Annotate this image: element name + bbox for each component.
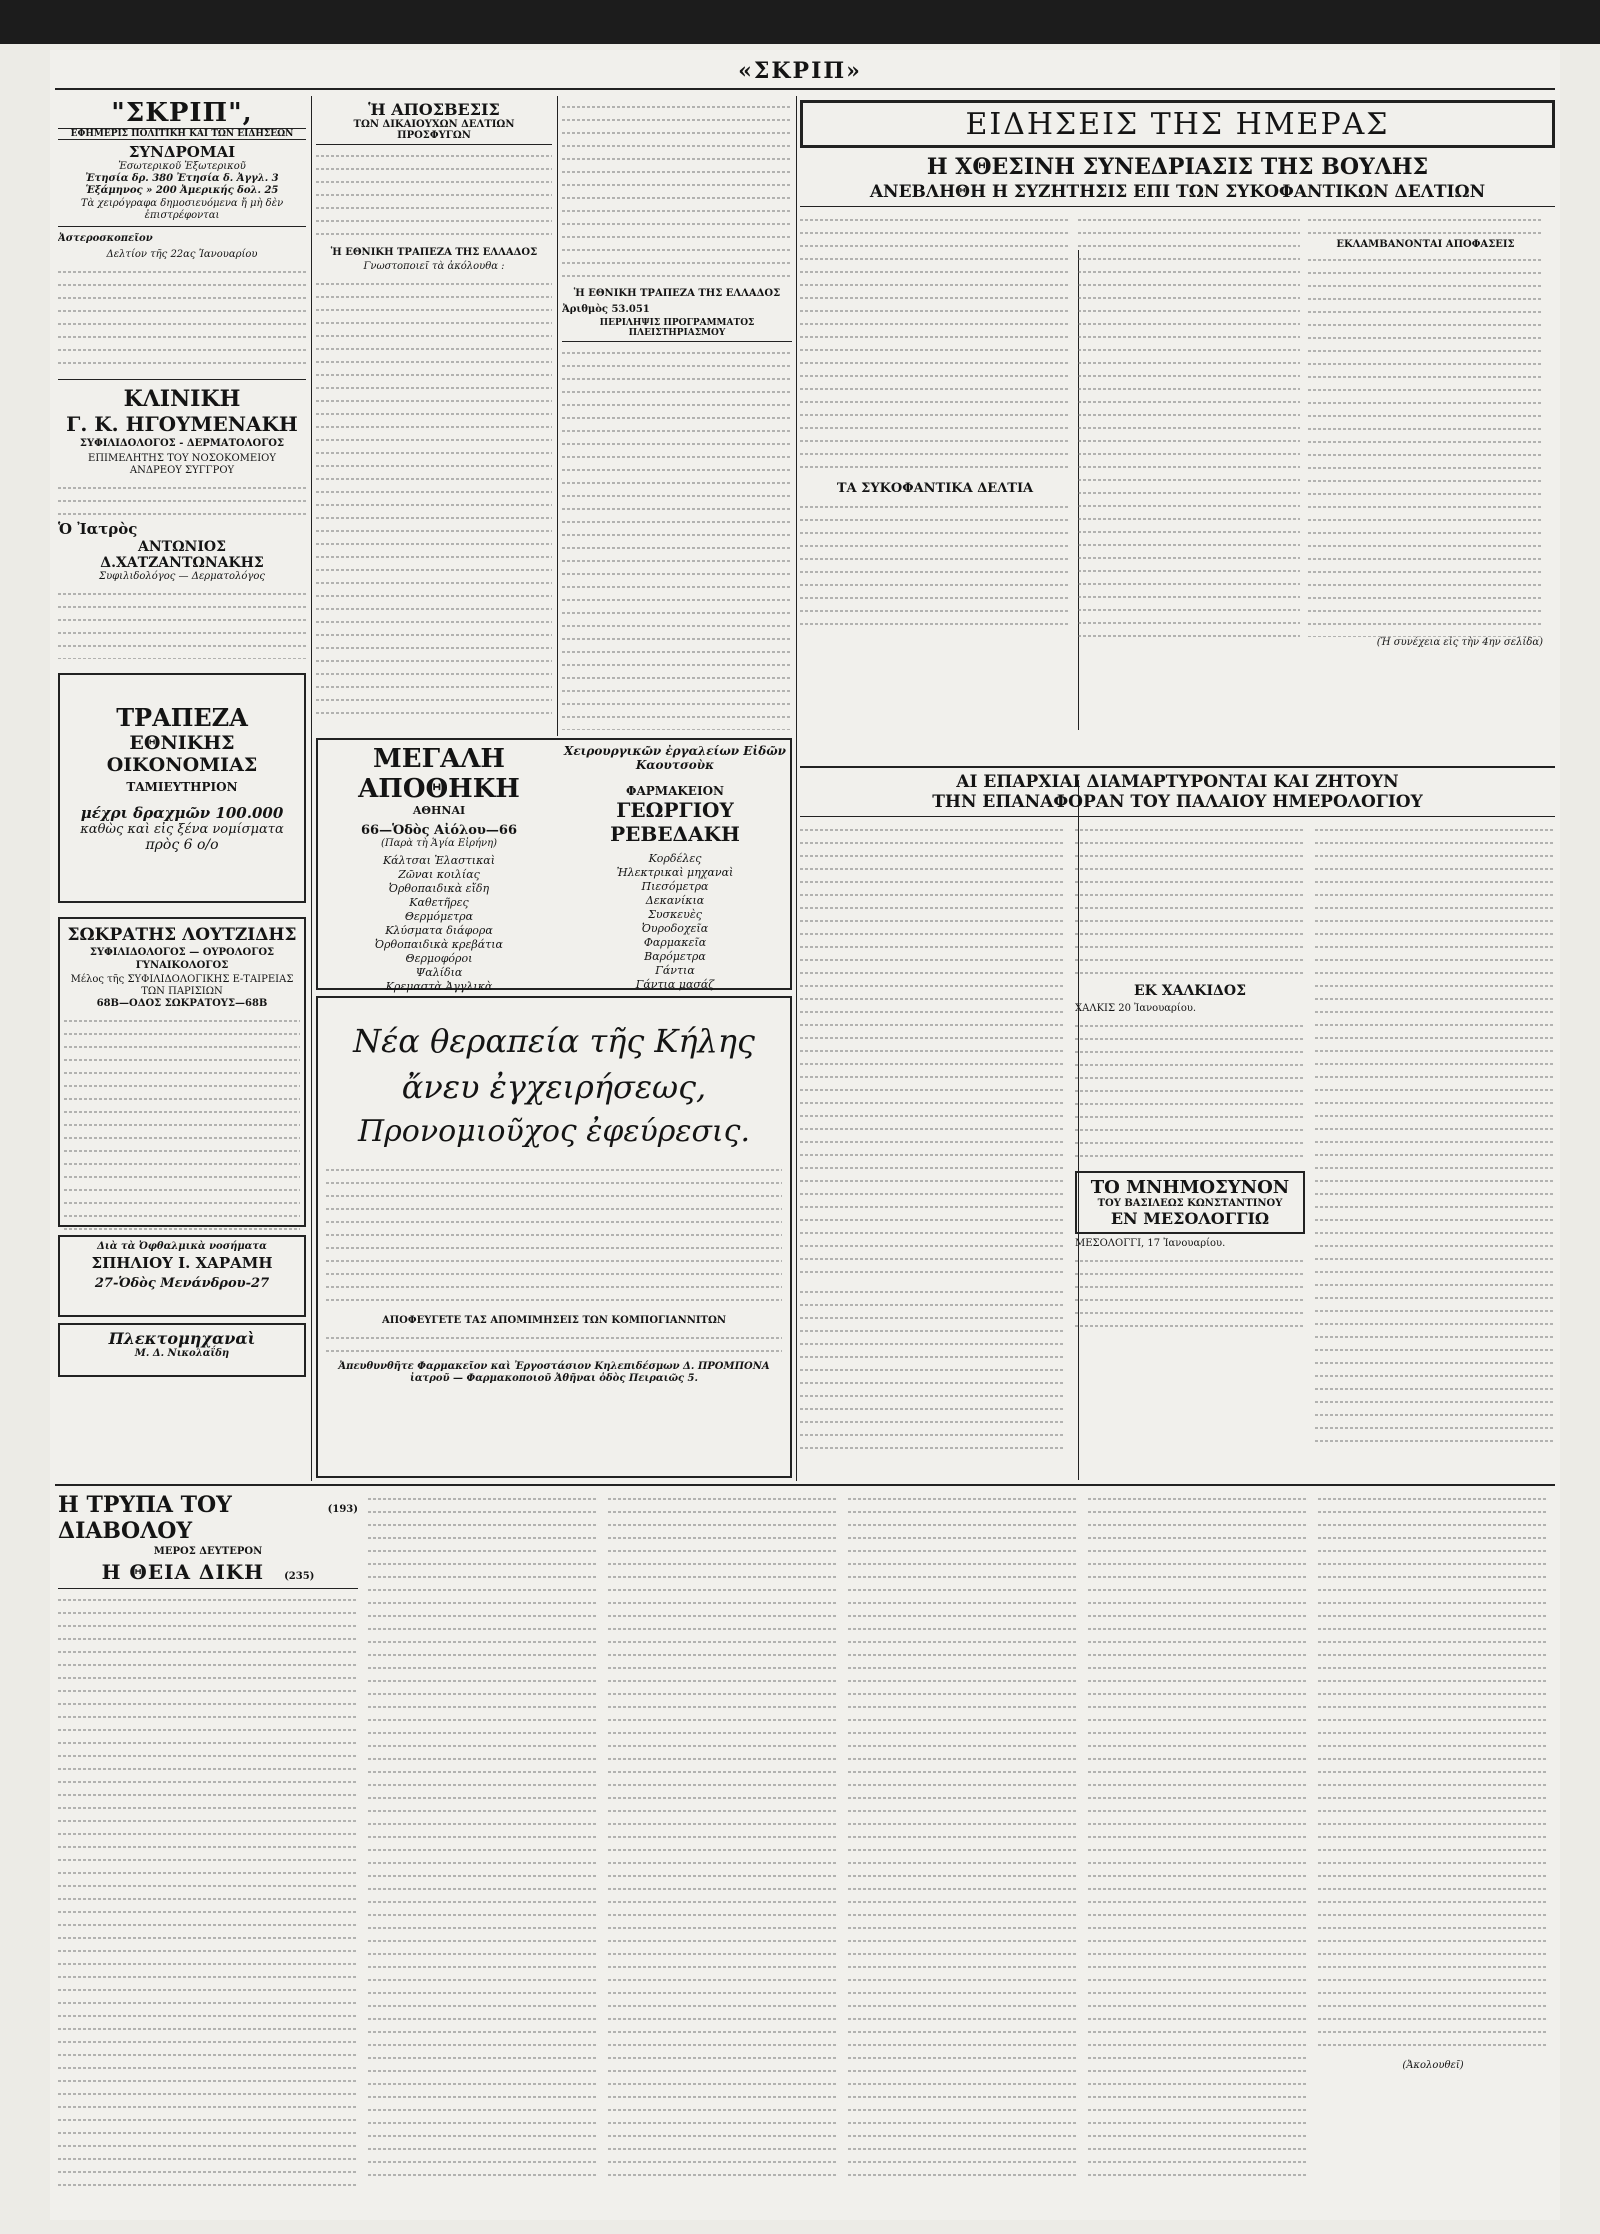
bank-ad [58, 673, 306, 903]
parliament-column-a [800, 213, 1070, 653]
serial-part: ΜΕΡΟΣ ΔΕΥΤΕΡΟΝ [153, 1546, 263, 1557]
serial-column [368, 1492, 598, 2176]
socrates-ad [58, 917, 306, 1227]
hernia-footer: Ἀπευθυνθῆτε Φαρμακεῖον καὶ Ἐργοστάσιον Κηλεπιδέσμων Δ. ΠΡΟΜΠΟΝΑ ἰατροῦ — Φαρμακοποιοῦ Ἀθῆναι ὁδὸς Πειραιῶς 5. [338, 1361, 770, 1385]
doctor-specialty: Συφιλιδολόγος — Δερματολόγος [99, 571, 265, 583]
socrates-address: 68Β—ΟΔΟΣ ΣΩΚΡΑΤΟΥΣ—68Β [96, 998, 268, 1010]
knitting-ad [58, 1323, 306, 1377]
hernia-headline-3: Προνομιοῦχος ἐφεύρεσις. [357, 1114, 751, 1149]
store-address: 66—Ὁδὸς Αἰόλου—66 [361, 823, 517, 838]
bank-name: ΤΡΑΠΕΖΑ [116, 703, 248, 733]
column-rule [311, 96, 312, 1481]
subscriptions-note: Τὰ χειρόγραφα δημοσιευόμενα ἤ μὴ δὲν ἐπιστρέφονται [58, 198, 306, 227]
store-title: ΜΕΓΑΛΗ ΑΠΟΘΗΚΗ [358, 744, 520, 804]
article-text [1075, 1254, 1305, 1338]
chalkis-heading: ΕΚ ΧΑΛΚΙΔΟΣ [1134, 983, 1246, 999]
article-text [800, 213, 1070, 477]
bank-name-2: ΕΘΝΙΚΗΣ ΟΙΚΟΝΟΜΙΑΣ [106, 732, 258, 777]
masthead: «ΣΚΡΙΠ» [738, 58, 862, 84]
store-tagline: Χειρουργικῶν ἐργαλείων Εἰδῶν Καουτσοὺκ [564, 744, 786, 772]
article-text [800, 1285, 1065, 1453]
pharmacy-label: ΦΑΡΜΑΚΕΙΟΝ [626, 784, 724, 798]
store-item: Πιεσόμετρα [641, 880, 709, 893]
memorial-location: ΕΝ ΜΕΣΟΛΟΓΓΙΩ [1110, 1209, 1270, 1229]
serial-column [848, 1492, 1078, 2176]
article-text [1078, 213, 1300, 645]
bank-line: μέχρι δραχμῶν 100.000 [80, 804, 284, 823]
hernia-text [326, 1331, 782, 1355]
store-item: Φαρμακεῖα [643, 936, 707, 949]
store-ad [316, 738, 792, 994]
serial-text [848, 1492, 1078, 2176]
defamation-subheading: ΤΑ ΣΥΚΟΦΑΝΤΙΚΑ ΔΕΛΤΙΑ [836, 481, 1034, 496]
parliament-subheadline: ΑΝΕΒΛΗΘΗ Η ΣΥΖΗΤΗΣΙΣ ΕΠΙ ΤΩΝ ΣΥΚΟΦΑΝΤΙΚΩΝ ΔΕΛΤΙΩΝ [800, 182, 1555, 207]
serial-text [608, 1492, 838, 2176]
auction-heading: ΠΕΡΙΛΗΨΙΣ ΠΡΟΓΡΑΜΜΑΤΟΣ ΠΛΕΙΣΤΗΡΙΑΣΜΟΥ [562, 318, 792, 342]
store-item: Ψαλίδια [415, 966, 463, 980]
continued-note: (Ἡ συνέχεια εἰς τὴν 4ην σελίδα) [1376, 637, 1543, 649]
column-rule [796, 96, 797, 1481]
bank-notice-heading: Ἡ ΕΘΝΙΚΗ ΤΡΑΠΕΖΑ ΤΗΣ ΕΛΛΑΔΟΣ [330, 247, 538, 258]
column-rule [557, 96, 558, 736]
store-item: Δεκανίκια [645, 894, 705, 907]
article-text [562, 100, 792, 284]
section-rule [55, 1484, 1555, 1486]
socrates-text [64, 1014, 300, 1230]
article-text [800, 823, 1065, 1279]
subscriptions-line: Ἐσωτερικοῦ Ἐξωτερικοῦ [118, 161, 246, 172]
store-item: Κάλτσαι Ἐλαστικαὶ [382, 854, 496, 868]
calendar-column-a [800, 823, 1065, 1453]
store-item: Κορδέλες [648, 852, 702, 865]
calendar-column-b [1075, 823, 1305, 1453]
parliament-column-c [1308, 213, 1543, 653]
clinic-line: ΕΠΙΜΕΛΗΤΗΣ ΤΟΥ ΝΟΣΟΚΟΜΕΙΟΥ [88, 452, 276, 464]
memorial-headline: ΤΟ ΜΝΗΜΟΣΥΝΟΝ [1090, 1177, 1290, 1199]
clinic-specialty: ΣΥΦΙΛΙΔΟΛΟΓΟΣ - ΔΕΡΜΑΤΟΛΟΓΟΣ [79, 438, 285, 450]
serial-chapter-number: (235) [284, 1571, 315, 1583]
calendar-headline: ΑΙ ΕΠΑΡΧΙΑΙ ΔΙΑΜΑΡΤΥΡΟΝΤΑΙ ΚΑΙ ΖΗΤΟΥΝ [800, 766, 1555, 792]
socrates-specialty: ΣΥΦΙΛΙΔΟΛΟΓΟΣ — ΟΥΡΟΛΟΓΟΣ ΓΥΝΑΙΚΟΛΟΓΟΣ [89, 947, 275, 971]
store-item: Ζῶναι κοιλίας [398, 868, 480, 882]
parliament-column-b [1078, 213, 1300, 653]
article-text [1315, 823, 1555, 1447]
optical-address: 27-Ὁδὸς Μενάνδρου-27 [94, 1275, 270, 1291]
clinic-heading: ΚΛΙΝΙΚΗ [123, 386, 241, 413]
memorial-box [1075, 1171, 1305, 1234]
pharmacy-owner: ΓΕΩΡΓΙΟΥ ΡΕΒΕΔΑΚΗ [610, 798, 740, 846]
article-text [562, 346, 792, 730]
paper-title: "ΣΚΡΙΠ", [111, 98, 253, 128]
observatory-subheading: Δελτίον τῆς 22ας Ἰανουαρίου [106, 249, 258, 261]
serial-title: Η ΤΡΥΠΑ ΤΟΥ ΔΙΑΒΟΛΟΥ [58, 1492, 232, 1544]
store-address-note: (Παρὰ τὴ Ἁγία Εἰρήνη) [380, 838, 497, 849]
notice-number: Ἀριθμὸς 53.051 [562, 304, 650, 316]
article-text [1308, 253, 1543, 637]
store-item: Θερμόμετρα [404, 910, 474, 924]
calendar-article [800, 766, 1555, 1481]
serial-text [1318, 1492, 1548, 2052]
serial-text [58, 1593, 358, 2193]
parliament-headline: Η ΧΘΕΣΙΝΗ ΣΥΝΕΔΡΙΑΣΙΣ ΤΗΣ ΒΟΥΛΗΣ [926, 154, 1429, 180]
store-item: Συσκευὲς [648, 908, 702, 921]
serial-column [1088, 1492, 1308, 2176]
doctor-text [58, 587, 306, 659]
subscriptions-line: Ἐτησία δρ. 380 Ἐτησία δ. Ἀγγλ. 3 [85, 173, 279, 185]
clinic-doctor-name: Γ. Κ. ΗΓΟΥΜΕΝΑΚΗ [66, 412, 298, 437]
store-item: Κρεμαστὰ Ἀγγλικὰ [385, 980, 493, 994]
column-2 [316, 100, 552, 730]
hernia-warning: ΑΠΟΦΕΥΓΕΤΕ ΤΑΣ ΑΠΟΜΙΜΗΣΕΙΣ ΤΩΝ ΚΟΜΠΟΓΙΑΝΝΙΤΩΝ [381, 1315, 727, 1326]
news-banner-title: ΕΙΔΗΣΕΙΣ ΤΗΣ ΗΜΕΡΑΣ [965, 106, 1390, 142]
article-subheadline: ΤΩΝ ΔΙΚΑΙΟΥΧΩΝ ΔΕΛΤΙΩΝ ΠΡΟΣΦΥΓΩΝ [316, 119, 552, 145]
serial-column [1318, 1492, 1548, 2076]
serial-section [58, 1492, 1555, 2212]
calendar-column-c [1315, 823, 1555, 1453]
article-headline: Ἡ ΑΠΟΣΒΕΣΙΣ [368, 100, 500, 119]
store-item: Καθετῆρες [409, 896, 469, 910]
hernia-text [326, 1163, 782, 1307]
store-items-right [562, 852, 788, 992]
store-item: Ὀυροδοχεῖα [641, 922, 709, 935]
clinic-line: ΑΝΔΡΕΟΥ ΣΥΓΓΡΟΥ [129, 464, 235, 476]
article-text [800, 500, 1070, 632]
hernia-ad [316, 996, 792, 1478]
top-dark-strip [0, 0, 1600, 44]
chalkis-dateline: ΧΑΛΚΙΣ 20 Ἰανουαρίου. [1075, 1003, 1197, 1014]
serial-text [1088, 1492, 1308, 2176]
serial-episode: (193) [327, 1504, 358, 1515]
serial-column [608, 1492, 838, 2176]
article-text [1075, 1019, 1305, 1163]
store-item: Θερμοφόροι [405, 952, 473, 966]
knitting-heading: Πλεκτομηχαναὶ [108, 1329, 256, 1349]
bank-line: πρὸς 6 ο/ο [145, 837, 219, 854]
column-3 [562, 100, 792, 730]
clinic-text [58, 481, 306, 517]
store-item: Βαρόμετρα [644, 950, 706, 963]
serial-text [368, 1492, 598, 2176]
store-item: Κλύσματα διάφορα [385, 924, 493, 938]
paper-subtitle: ΕΦΗΜΕΡΙΣ ΠΟΛΙΤΙΚΗ ΚΑΙ ΤΩΝ ΕΙΔΗΣΕΩΝ [58, 128, 306, 140]
store-city: ΑΘΗΝΑΙ [412, 804, 466, 817]
bank-line: καθὼς καὶ εἰς ξένα νομίσματα [80, 822, 284, 838]
article-text [1075, 823, 1305, 979]
bank-notice-heading: Ἡ ΕΘΝΙΚΗ ΤΡΑΠΕΖΑ ΤΗΣ ΕΛΛΑΔΟΣ [573, 288, 781, 299]
bank-savings: ΤΑΜΙΕΥΤΗΡΙΟΝ [126, 780, 238, 795]
hernia-headline-1: Νέα θεραπεία τῆς Κήλης [353, 1022, 755, 1060]
serial-chapter: Η ΘΕΙΑ ΔΙΚΗ [101, 1560, 265, 1585]
optical-name: ΣΠΗΛΙΟΥ Ι. ΧΑΡΑΜΗ [91, 1253, 273, 1272]
optical-ad [58, 1235, 306, 1317]
serial-continued: (Ἀκολουθεῖ) [1402, 2060, 1464, 2071]
store-item: Ὀρθοπαιδικὰ εἴδη [388, 882, 490, 896]
socrates-line: Μέλος τῆς ΣΥΦΙΛΙΔΟΛΟΓΙΚΗΣ Ε-ΤΑΙΡΕΙΑΣ ΤΩΝ ΠΑΡΙΣΙΩΝ [70, 973, 294, 998]
hernia-headline-2: ἄνευ ἐγχειρήσεως, [401, 1068, 707, 1106]
masthead-rule [55, 88, 1555, 90]
column-1 [58, 98, 306, 1478]
doctor-heading: Ὁ Ἰατρὸς [58, 520, 138, 539]
subscriptions-line: Ἑξάμηνος » 200 Ἀμερικής δολ. 25 [85, 185, 279, 197]
store-item: Γάντια μασάζ [635, 978, 715, 991]
bank-notice-subheading: Γνωστοποιεῖ τὰ ἀκόλουθα : [363, 261, 505, 273]
doctor-name: ΑΝΤΩΝΙΟΣ Δ.ΧΑΤΖΑΝΤΩΝΑΚΗΣ [100, 539, 264, 572]
article-text [316, 149, 552, 245]
subscriptions-heading: ΣΥΝΔΡΟΜΑΙ [128, 143, 236, 161]
article-text [1308, 213, 1543, 237]
observatory-text [58, 265, 306, 373]
memorial-dateline: ΜΕΣΟΛΟΓΓΙ, 17 Ἰανουαρίου. [1075, 1238, 1226, 1250]
knitting-name: Μ. Δ. Νικολαΐδη [134, 1348, 230, 1360]
news-banner [800, 100, 1555, 148]
store-item: Ἠλεκτρικαὶ μηχαναὶ [616, 866, 734, 879]
socrates-name: ΣΩΚΡΑΤΗΣ ΛΟΥΤΖΙΔΗΣ [67, 925, 297, 946]
store-item: Γάντια [655, 964, 695, 977]
news-of-the-day [800, 100, 1555, 760]
calendar-subheadline: ΤΗΝ ΕΠΑΝΑΦΟΡΑΝ ΤΟΥ ΠΑΛΑΙΟΥ ΗΜΕΡΟΛΟΓΙΟΥ [800, 792, 1555, 817]
store-item: Ὀρθοπαιδικὰ κρεβάτια [375, 938, 503, 952]
observatory-heading: Ἀστεροσκοπεῖον [58, 233, 153, 245]
memorial-subheadline: ΤΟΥ ΒΑΣΙΛΕΩΣ ΚΩΝΣΤΑΝΤΙΝΟΥ [1097, 1198, 1283, 1210]
article-text [316, 277, 552, 721]
optical-line: Διὰ τὰ Ὀφθαλμικὰ νοσήματα [97, 1241, 267, 1253]
decisions-subheading: ΕΚΛΑΜΒΑΝΟΝΤΑΙ ΑΠΟΦΑΣΕΙΣ [1336, 239, 1515, 250]
store-items-left [324, 854, 554, 994]
